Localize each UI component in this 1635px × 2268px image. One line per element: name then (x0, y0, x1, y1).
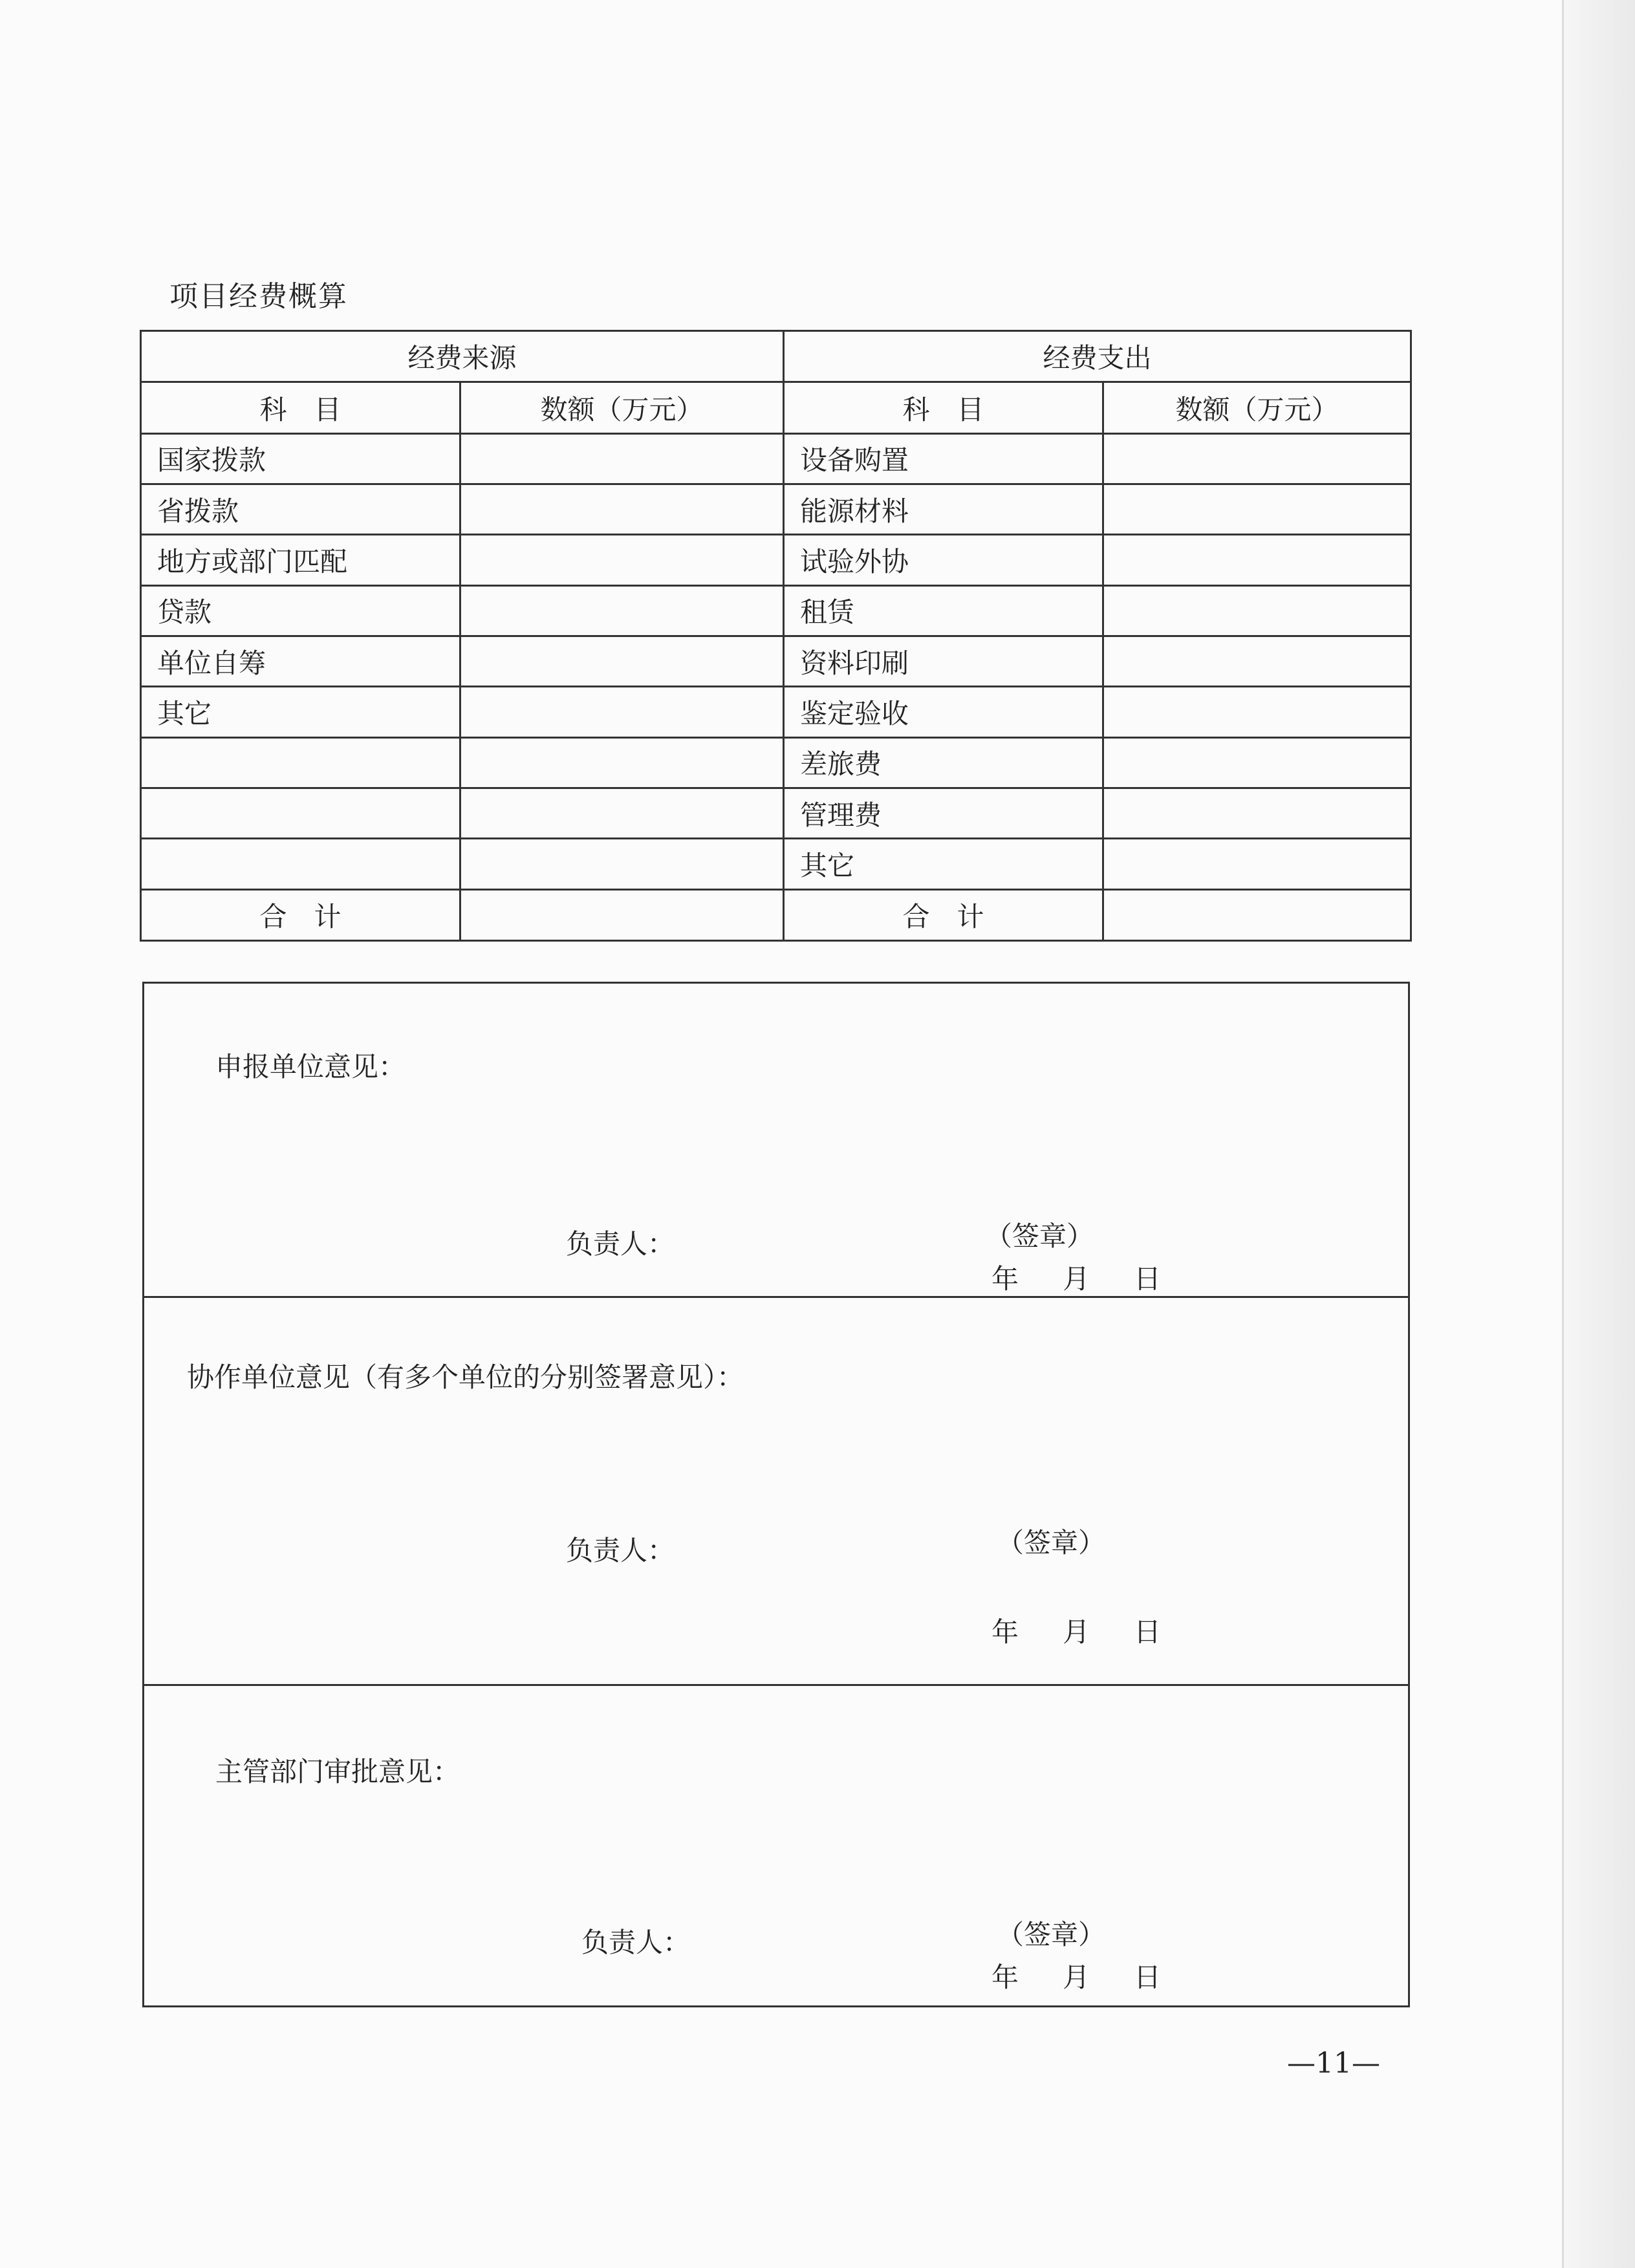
date-month-label: 月 (1063, 1961, 1090, 1993)
date-year-label: 年 (991, 1961, 1019, 1993)
expense-item-header: 科 目 (784, 382, 1103, 433)
date-day-label: 日 (1134, 1616, 1162, 1648)
opinions-box (142, 982, 1410, 2007)
collaborator-stamp-label: （签章） (997, 1527, 1106, 1559)
table-row (141, 535, 1411, 585)
authority-stamp-label: （签章） (997, 1919, 1106, 1950)
budget-column-row (141, 382, 1411, 433)
table-row (141, 484, 1411, 535)
expense-amount-cell (1103, 788, 1411, 838)
expense-item: 资料印刷 (784, 636, 1103, 687)
source-amount-cell (460, 433, 784, 484)
expense-item: 试验外协 (784, 535, 1103, 585)
source-header: 经费来源 (141, 331, 784, 382)
collaborator-opinion-title: 协作单位意见（有多个单位的分别签署意见）： (187, 1361, 744, 1393)
source-amount-cell (460, 636, 784, 687)
authority-approval-section (144, 1686, 1408, 2005)
expense-amount-header: 数额（万元） (1103, 382, 1411, 433)
expense-item: 鉴定验收 (784, 687, 1103, 737)
applicant-signer-label: 负责人： (566, 1228, 675, 1260)
expense-item: 其它 (784, 839, 1103, 889)
source-amount-header: 数额（万元） (460, 382, 784, 433)
authority-approval-title: 主管部门审批意见： (215, 1756, 460, 1787)
expense-amount-cell (1103, 687, 1411, 737)
table-row (141, 585, 1411, 636)
date-day-label: 日 (1134, 1263, 1162, 1295)
expense-header: 经费支出 (784, 331, 1411, 382)
source-item (141, 737, 460, 788)
source-amount-cell (460, 737, 784, 788)
source-amount-cell (460, 585, 784, 636)
expense-amount-cell (1103, 737, 1411, 788)
table-row (141, 636, 1411, 687)
source-item: 贷款 (141, 585, 460, 636)
date-year-label: 年 (991, 1616, 1019, 1648)
expense-amount-cell (1103, 585, 1411, 636)
source-item: 地方或部门匹配 (141, 535, 460, 585)
source-item (141, 839, 460, 889)
collaborator-opinion-section (144, 1298, 1408, 1686)
date-year-label: 年 (991, 1263, 1019, 1295)
source-amount-cell (460, 839, 784, 889)
expense-item: 差旅费 (784, 737, 1103, 788)
expense-amount-cell (1103, 433, 1411, 484)
expense-total-amount (1103, 889, 1411, 940)
expense-amount-cell (1103, 636, 1411, 687)
source-item-header: 科 目 (141, 382, 460, 433)
date-day-label: 日 (1134, 1961, 1162, 1993)
budget-total-row (141, 889, 1411, 940)
table-row (141, 687, 1411, 737)
source-item: 其它 (141, 687, 460, 737)
table-row (141, 839, 1411, 889)
expense-item: 管理费 (784, 788, 1103, 838)
section-title: 项目经费概算 (169, 280, 348, 313)
date-month-label: 月 (1063, 1616, 1090, 1648)
expense-total-label: 合 计 (784, 889, 1103, 940)
authority-date-line (991, 1956, 1205, 1995)
expense-item: 能源材料 (784, 484, 1103, 535)
table-row (141, 737, 1411, 788)
collaborator-signer-label: 负责人： (566, 1535, 675, 1566)
source-item (141, 788, 460, 838)
applicant-date-line (991, 1258, 1205, 1297)
table-row (141, 788, 1411, 838)
budget-header-row (141, 331, 1411, 382)
budget-table (140, 330, 1412, 942)
applicant-stamp-label: （签章） (985, 1220, 1094, 1252)
page-number: —11— (1287, 2047, 1380, 2080)
applicant-opinion-section (144, 984, 1408, 1298)
source-amount-cell (460, 535, 784, 585)
source-total-label: 合 计 (141, 889, 460, 940)
authority-signer-label: 负责人： (581, 1927, 691, 1958)
expense-amount-cell (1103, 839, 1411, 889)
source-amount-cell (460, 484, 784, 535)
source-item: 省拨款 (141, 484, 460, 535)
collaborator-date-line (991, 1611, 1205, 1650)
source-item: 国家拨款 (141, 433, 460, 484)
source-item: 单位自筹 (141, 636, 460, 687)
expense-item: 设备购置 (784, 433, 1103, 484)
expense-item: 租赁 (784, 585, 1103, 636)
source-amount-cell (460, 788, 784, 838)
source-total-amount (460, 889, 784, 940)
expense-amount-cell (1103, 484, 1411, 535)
page-edge-shadow (1562, 0, 1635, 2268)
source-amount-cell (460, 687, 784, 737)
expense-amount-cell (1103, 535, 1411, 585)
date-month-label: 月 (1063, 1263, 1090, 1295)
table-row (141, 433, 1411, 484)
applicant-opinion-title: 申报单位意见： (215, 1051, 406, 1083)
